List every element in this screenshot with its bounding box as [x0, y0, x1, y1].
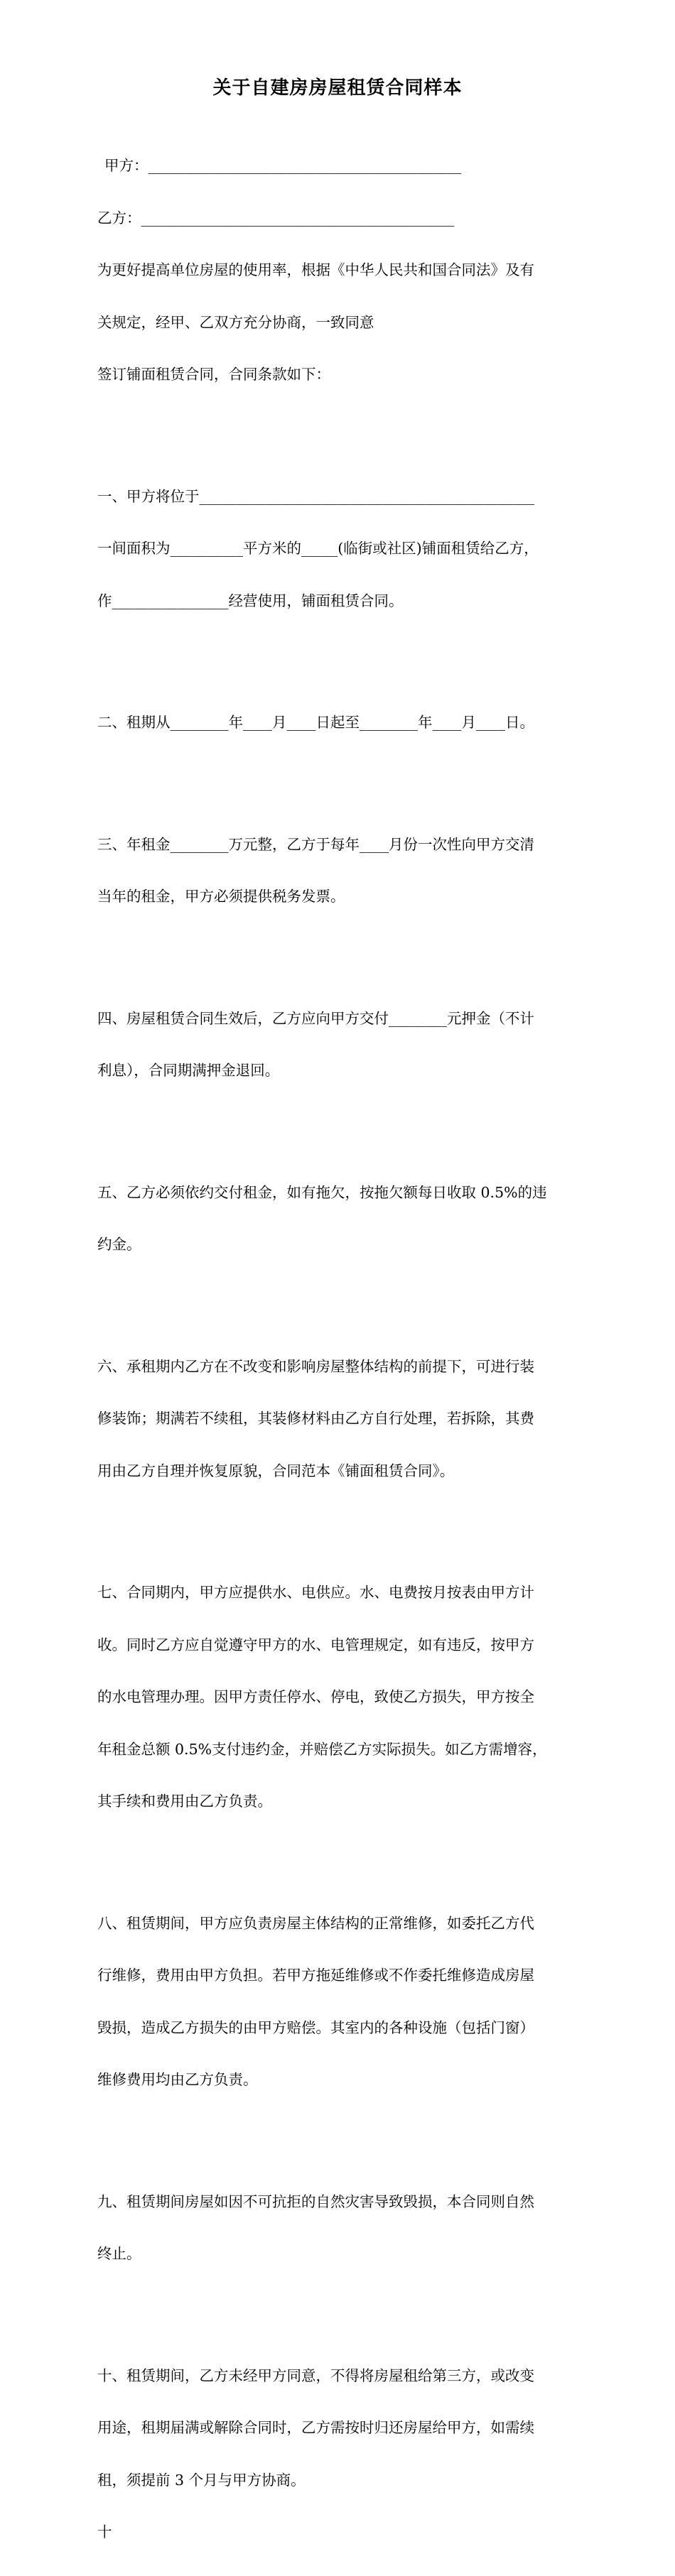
clause-5-line: 五、乙方必须依约交付租金，如有拖欠，按拖欠额每日收取 0.5%的违: [97, 1183, 547, 1201]
clause-9-line: 九、租赁期间房屋如因不可抗拒的自然灾害导致毁损，本合同则自然: [97, 2192, 534, 2210]
clause-5-line: 约金。: [97, 1236, 141, 1253]
clause-1-line: 一间面积为__________平方米的_____(临街或社区)铺面租赁给乙方，: [97, 540, 539, 557]
clause-7-line: 其手续和费用由乙方负责。: [97, 1793, 272, 1810]
clause-7-line: 年租金总额 0.5%支付违约金，并赔偿乙方实际损失。如乙方需增容，: [97, 1740, 547, 1758]
clause-3-line: 三、年租金________万元整，乙方于每年____月份一次性向甲方交清: [97, 835, 534, 853]
clause-9-line: 终止。: [97, 2245, 141, 2262]
paragraph-gap: [97, 766, 580, 784]
clause-10-line: 用途，租期届满或解除合同时，乙方需按时归还房屋给甲方，如需续: [97, 2419, 534, 2436]
intro-line: 关规定，经甲、乙双方充分协商，一致同意: [97, 313, 374, 331]
clause-2-line: 二、租期从________年____月____日起至________年____月____日。: [97, 714, 534, 731]
paragraph-gap: [97, 1114, 580, 1132]
party-b-line: 乙方：___________________________________________: [97, 209, 455, 227]
clause-6-line: 修装饰；期满若不续租，其装修材料由乙方自行处理，若拆除，其费: [97, 1410, 534, 1427]
paragraph-gap: [97, 940, 580, 958]
paragraph-gap: [97, 1514, 580, 1532]
clause-4-line: 四、房屋租赁合同生效后，乙方应向甲方交付________元押金（不计: [97, 1009, 534, 1027]
clause-8-line: 维修费用均由乙方负责。: [97, 2071, 258, 2088]
clause-8-line: 毁损，造成乙方损失的由甲方赔偿。其室内的各种设施（包括门窗）: [97, 2018, 534, 2036]
paragraph-gap: [97, 2124, 580, 2141]
clause-7-line: 的水电管理办理。因甲方责任停水、停电，致使乙方损失，甲方按全: [97, 1688, 534, 1705]
clause-11-start: 十: [97, 2523, 112, 2540]
clause-1-line: 作________________经营使用，铺面租赁合同。: [97, 592, 404, 609]
clause-4-line: 利息），合同期满押金退回。: [97, 1062, 280, 1079]
clause-1-line: 一、甲方将位于______________________________________________: [97, 487, 534, 505]
clause-7-line: 七、合同期内，甲方应提供水、电供应。水、电费按月按表由甲方计: [97, 1584, 534, 1601]
clause-3-line: 当年的租金，甲方必须提供税务发票。: [97, 888, 345, 905]
clause-10-line: 十、租赁期间，乙方未经甲方同意，不得将房屋租给第三方，或改变: [97, 2366, 534, 2384]
document-title: 关于自建房房屋租赁合同样本: [212, 77, 463, 99]
paragraph-gap: [97, 1845, 580, 1863]
paragraph-gap: [97, 2298, 580, 2315]
party-a-line: 甲方：___________________________________________: [104, 157, 462, 174]
paragraph-gap: [97, 644, 580, 662]
clause-6-line: 六、承租期内乙方在不改变和影响房屋整体结构的前提下，可进行装: [97, 1357, 534, 1375]
document-body: [97, 122, 580, 2576]
clause-10-line: 租，须提前 3 个月与甲方协商。: [97, 2471, 306, 2489]
clause-6-line: 用由乙方自理并恢复原貌，合同范本《铺面租赁合同》。: [97, 1462, 455, 1479]
clause-7-line: 收。同时乙方应自觉遵守甲方的水、电管理规定，如有违反，按甲方: [97, 1636, 534, 1653]
paragraph-gap: [97, 1288, 580, 1306]
intro-line: 为更好提高单位房屋的使用率，根据《中华人民共和国合同法》及有: [97, 261, 534, 278]
clause-8-line: 八、租赁期间，甲方应负责房屋主体结构的正常维修，如委托乙方代: [97, 1914, 534, 1932]
clause-8-line: 行维修，费用由甲方负担。若甲方拖延维修或不作委托维修造成房屋: [97, 1967, 534, 1984]
paragraph-gap: [97, 418, 580, 436]
intro-line: 签订铺面租赁合同，合同条款如下：: [97, 366, 330, 383]
